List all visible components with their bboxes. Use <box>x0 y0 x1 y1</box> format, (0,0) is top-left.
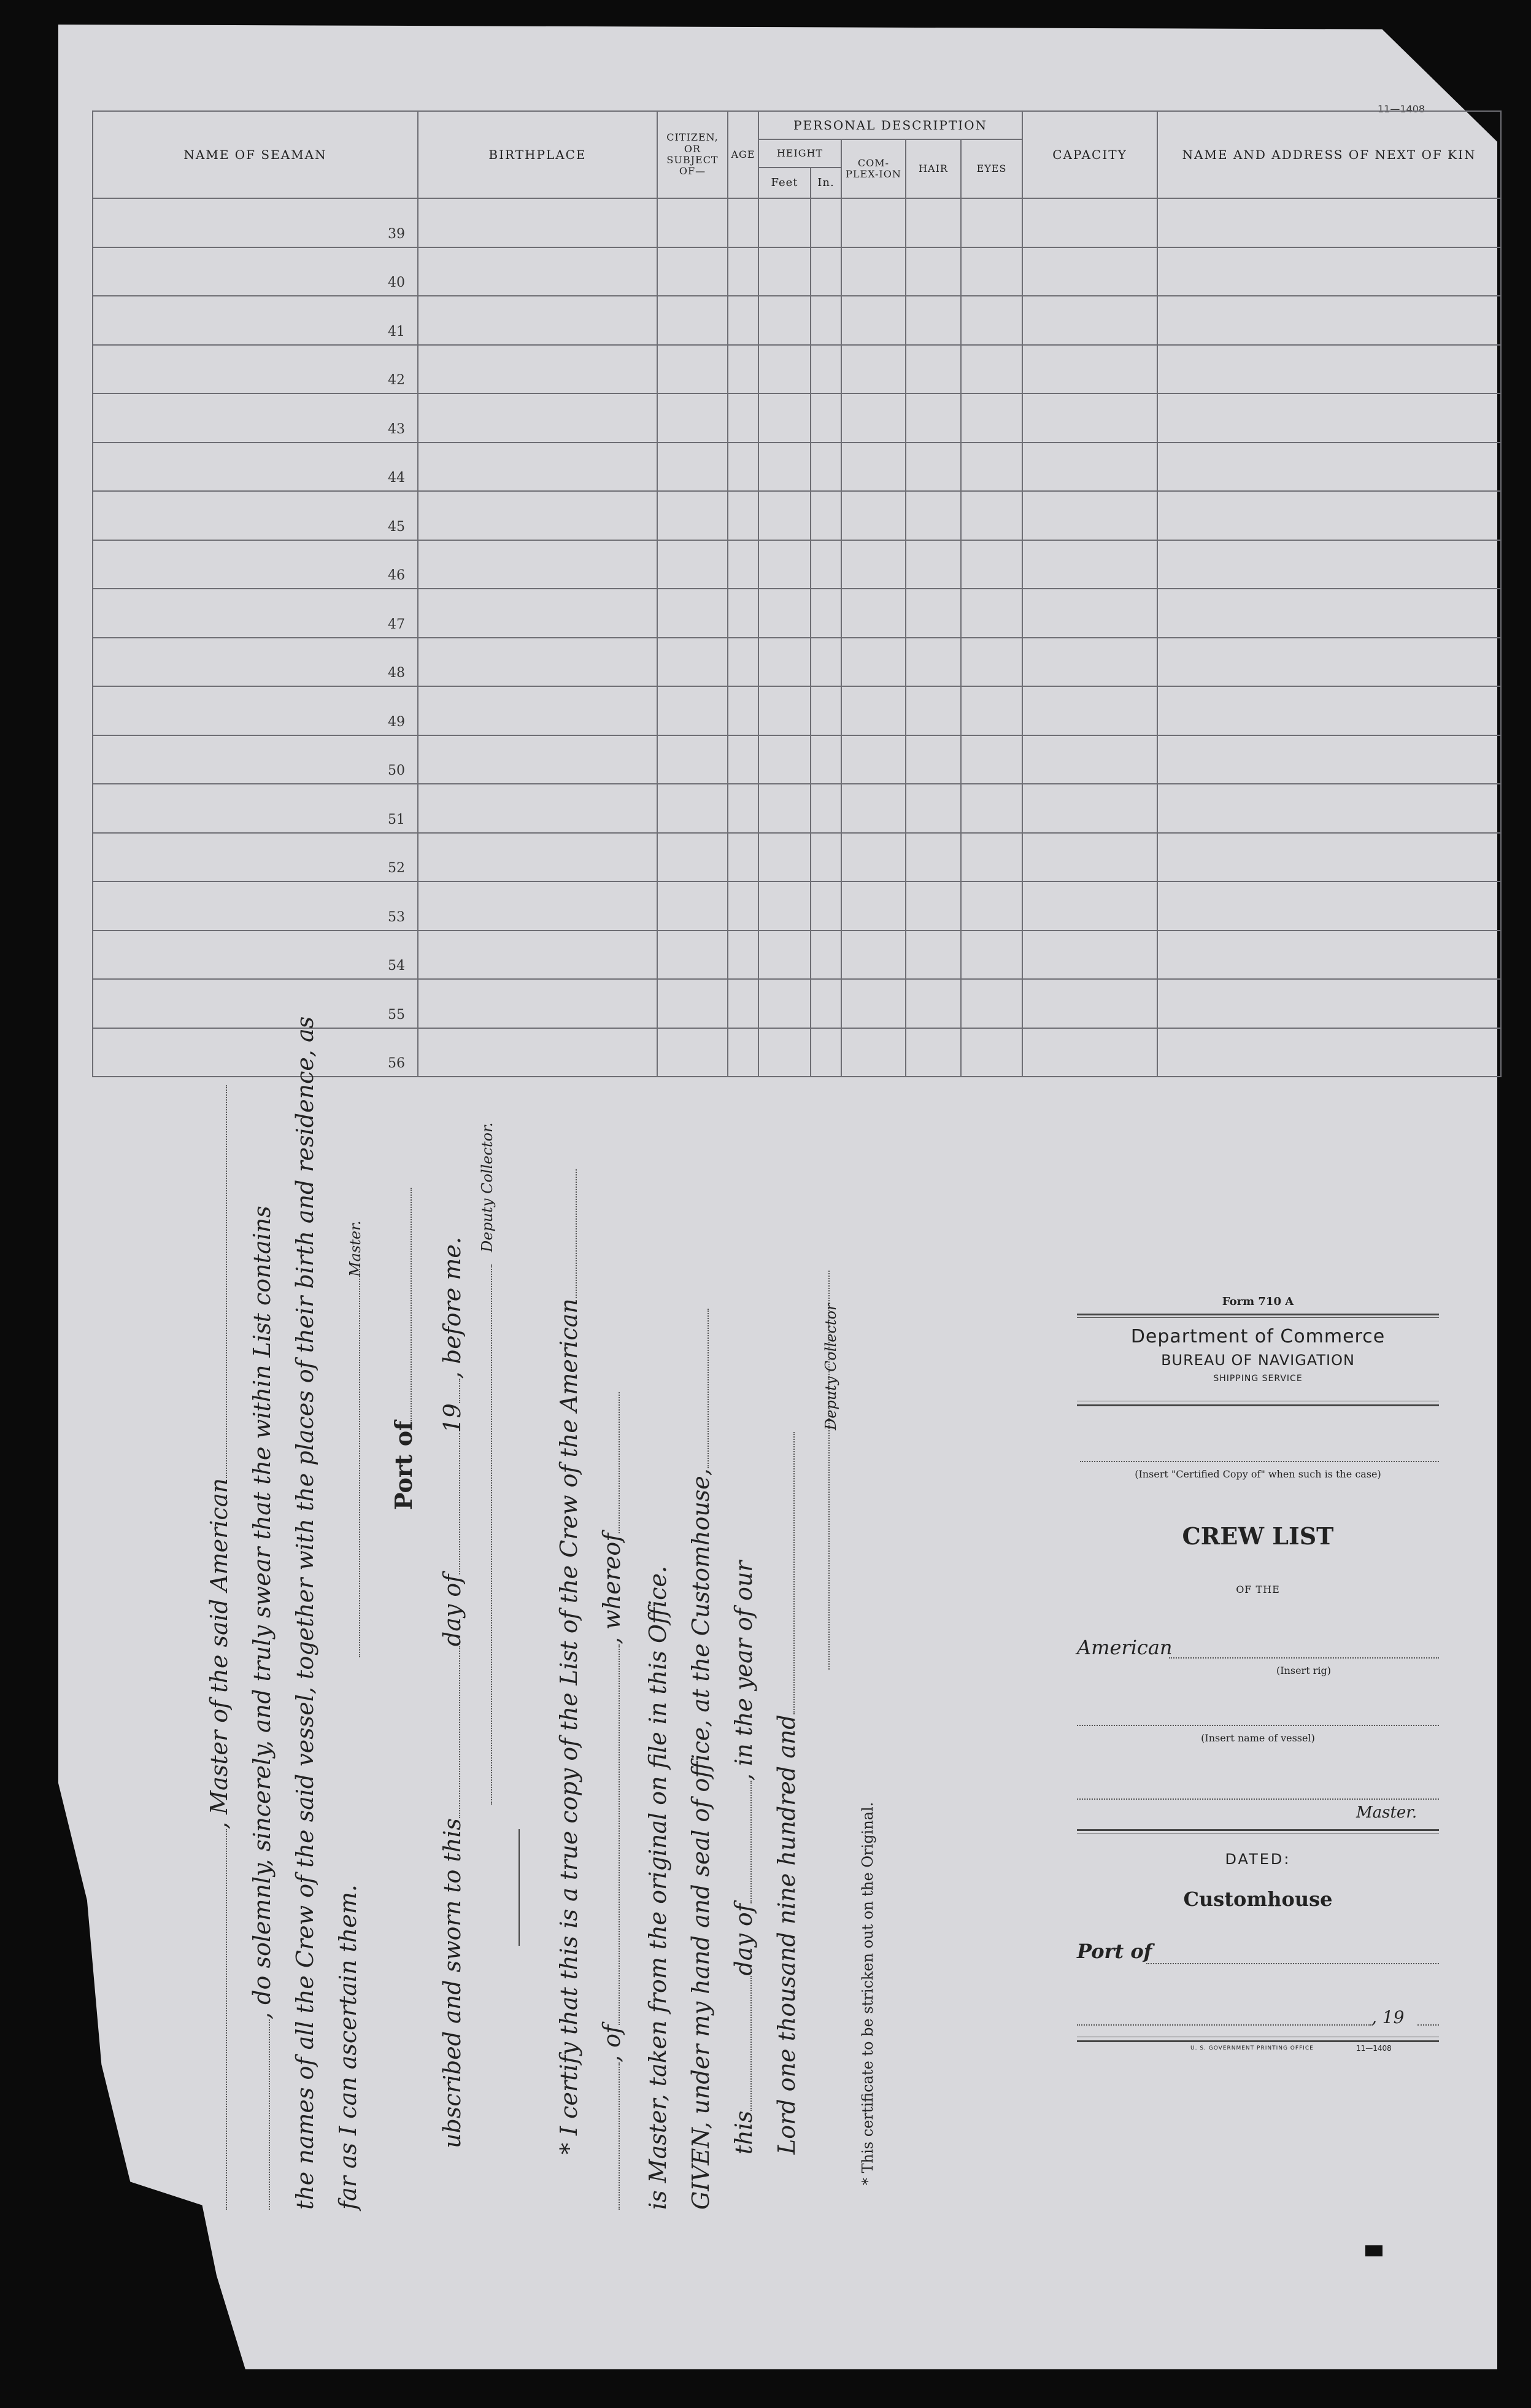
table-cell <box>728 540 758 589</box>
table-cell <box>906 638 961 687</box>
table-cell <box>1157 198 1501 247</box>
oath-solemnly-swear: , do solemnly, sincerely, and truly swear that the within List contains <box>249 1206 276 2019</box>
certified-copy-line <box>1080 1461 1439 1462</box>
table-cell <box>811 881 841 931</box>
certify-whereof: , whereof <box>598 1533 625 1644</box>
day-of-label: day of <box>730 1903 757 1976</box>
table-cell <box>1022 735 1157 784</box>
printer-imprint: U. S. GOVERNMENT PRINTING OFFICE <box>1190 2045 1314 2051</box>
oath-deputy-collector-1: Deputy Collector. <box>479 1122 496 1252</box>
table-cell <box>961 443 1022 492</box>
table-cell <box>961 686 1022 735</box>
table-cell <box>906 589 961 638</box>
table-cell <box>961 589 1022 638</box>
table-cell <box>418 686 657 735</box>
table-cell <box>841 784 906 833</box>
table-cell <box>728 1028 758 1077</box>
table-row <box>93 491 1501 540</box>
row-number: 41 <box>93 296 418 345</box>
table-cell <box>728 198 758 247</box>
table-cell <box>728 296 758 345</box>
table-cell <box>728 443 758 492</box>
col-capacity: CAPACITY <box>1022 111 1157 198</box>
table-row <box>93 589 1501 638</box>
row-number: 45 <box>93 491 418 540</box>
table-cell <box>657 491 728 540</box>
table-cell <box>418 881 657 931</box>
oath-port-of <box>390 1188 417 1510</box>
table-cell <box>418 735 657 784</box>
table-cell <box>906 1028 961 1077</box>
table-cell <box>841 443 906 492</box>
table-cell <box>961 540 1022 589</box>
this-label: this <box>730 2110 757 2154</box>
given-line <box>687 1309 714 2210</box>
table-cell <box>657 296 728 345</box>
col-next-of-kin: NAME AND ADDRESS OF NEXT OF KIN <box>1157 111 1501 198</box>
given-text: GIVEN, under my hand and seal of office, at the Customhouse, <box>687 1468 714 2210</box>
table-cell <box>906 686 961 735</box>
table-cell <box>657 735 728 784</box>
cover-nineteen: , 19 <box>1371 2007 1405 2027</box>
table-cell <box>906 198 961 247</box>
table-cell <box>657 393 728 443</box>
oath-master-label: Master. <box>347 1220 364 1277</box>
table-cell <box>961 735 1022 784</box>
table-cell <box>758 784 811 833</box>
table-cell <box>657 979 728 1028</box>
row-number: 51 <box>93 784 418 833</box>
table-cell <box>1022 296 1157 345</box>
table-cell <box>728 881 758 931</box>
oath-line-3 <box>291 1016 318 2210</box>
table-cell <box>758 345 811 394</box>
table-cell <box>728 247 758 296</box>
table-cell <box>758 443 811 492</box>
table-cell <box>1022 931 1157 980</box>
table-cell <box>758 638 811 687</box>
row-number: 48 <box>93 638 418 687</box>
cover-master-label: Master. <box>1356 1803 1417 1822</box>
table-cell <box>1022 881 1157 931</box>
table-cell <box>758 881 811 931</box>
insert-vessel-note: (Insert name of vessel) <box>1201 1732 1315 1744</box>
table-cell <box>758 247 811 296</box>
table-cell <box>728 784 758 833</box>
table-cell <box>758 1028 811 1077</box>
row-number: 46 <box>93 540 418 589</box>
table-cell <box>657 345 728 394</box>
col-inches: In. <box>811 168 841 198</box>
of-the-label: OF THE <box>1236 1584 1280 1595</box>
dated-label: DATED: <box>1225 1851 1291 1868</box>
table-cell <box>841 638 906 687</box>
table-cell <box>657 247 728 296</box>
row-number: 43 <box>93 393 418 443</box>
table-cell <box>758 393 811 443</box>
table-row <box>93 931 1501 980</box>
this-day-line <box>730 1561 757 2154</box>
col-personal-description: PERSONAL DESCRIPTION <box>758 111 1022 139</box>
table-cell <box>961 638 1022 687</box>
year-of-our: , in the year of our <box>730 1560 757 1781</box>
separator-line <box>519 1829 520 1946</box>
department-title: Department of Commerce <box>1130 1326 1386 1347</box>
table-cell <box>1022 345 1157 394</box>
table-cell <box>418 589 657 638</box>
cover-form-code: 11—1408 <box>1356 2044 1392 2053</box>
table-cell <box>657 443 728 492</box>
table-cell <box>811 735 841 784</box>
table-cell <box>811 638 841 687</box>
table-cell <box>657 589 728 638</box>
lord-text: Lord one thousand nine hundred and <box>773 1714 800 2154</box>
table-cell <box>1157 833 1501 882</box>
col-eyes: EYES <box>961 139 1022 198</box>
table-cell <box>811 198 841 247</box>
table-row <box>93 833 1501 882</box>
row-number: 44 <box>93 443 418 492</box>
table-row <box>93 198 1501 247</box>
table-cell <box>811 443 841 492</box>
table-cell <box>906 393 961 443</box>
table-cell <box>841 833 906 882</box>
table-cell <box>1022 491 1157 540</box>
oath-subscribed: ubscribed and sworn to this <box>439 1818 466 2148</box>
table-cell <box>811 686 841 735</box>
service-title: SHIPPING SERVICE <box>1213 1374 1303 1384</box>
table-cell <box>1157 686 1501 735</box>
table-cell <box>841 198 906 247</box>
port-line <box>1146 1963 1439 1964</box>
row-number: 42 <box>93 345 418 394</box>
table-row <box>93 393 1501 443</box>
table-cell <box>758 833 811 882</box>
row-number: 53 <box>93 881 418 931</box>
table-cell <box>841 491 906 540</box>
table-cell <box>811 491 841 540</box>
oath-day-of: day of <box>439 1574 466 1647</box>
table-cell <box>961 784 1022 833</box>
table-cell <box>961 247 1022 296</box>
form-code-top: 11—1408 <box>1378 103 1425 115</box>
table-cell <box>728 833 758 882</box>
table-row <box>93 784 1501 833</box>
vessel-name-line <box>1077 1725 1439 1726</box>
table-row <box>93 296 1501 345</box>
table-cell <box>906 296 961 345</box>
insert-certified-note: (Insert "Certified Copy of" when such is the case) <box>1135 1468 1381 1480</box>
table-cell <box>728 589 758 638</box>
table-cell <box>657 198 728 247</box>
crew-rows <box>93 198 1501 1077</box>
table-cell <box>961 393 1022 443</box>
oath-line-1 <box>206 1085 233 2210</box>
certify-line <box>555 1169 582 2154</box>
table-cell <box>1022 784 1157 833</box>
oath-ascertain: far as I can ascertain them. <box>334 1884 361 2210</box>
table-cell <box>841 881 906 931</box>
table-cell <box>728 345 758 394</box>
table-cell <box>418 247 657 296</box>
table-cell <box>1022 979 1157 1028</box>
cover-rule-2b <box>1077 1404 1439 1406</box>
table-row <box>93 247 1501 296</box>
table-cell <box>728 638 758 687</box>
table-cell <box>418 443 657 492</box>
col-hair: HAIR <box>906 139 961 198</box>
table-cell <box>418 638 657 687</box>
table-cell <box>657 686 728 735</box>
oath-subscribed-line <box>439 1237 466 2148</box>
cover-rule-1b <box>1077 1317 1439 1318</box>
crew-table <box>92 110 1502 1077</box>
table-cell <box>961 296 1022 345</box>
table-cell <box>811 979 841 1028</box>
table-cell <box>841 393 906 443</box>
table-cell <box>728 393 758 443</box>
table-cell <box>961 345 1022 394</box>
table-cell <box>1157 296 1501 345</box>
oath-deputy-collector-2: Deputy Collector <box>822 1303 839 1430</box>
year-line <box>1417 2024 1439 2026</box>
col-birthplace: BIRTHPLACE <box>418 111 657 198</box>
table-cell <box>841 931 906 980</box>
table-cell <box>841 735 906 784</box>
table-cell <box>1157 393 1501 443</box>
table-cell <box>418 931 657 980</box>
table-cell <box>906 735 961 784</box>
table-cell <box>961 833 1022 882</box>
date-line <box>1077 2024 1371 2026</box>
table-cell <box>811 589 841 638</box>
row-number: 56 <box>93 1028 418 1077</box>
table-cell <box>758 686 811 735</box>
rig-line <box>1169 1657 1439 1659</box>
table-cell <box>906 784 961 833</box>
col-feet: Feet <box>758 168 811 198</box>
table-cell <box>841 296 906 345</box>
ink-mark <box>1365 2245 1383 2256</box>
table-cell <box>418 296 657 345</box>
table-cell <box>418 198 657 247</box>
table-cell <box>811 784 841 833</box>
table-cell <box>1157 931 1501 980</box>
table-row <box>93 540 1501 589</box>
table-cell <box>1157 1028 1501 1077</box>
table-cell <box>1022 540 1157 589</box>
table-cell <box>906 247 961 296</box>
is-master-line: is Master, taken from the original on file in this Office. <box>644 1565 671 2210</box>
table-cell <box>906 881 961 931</box>
table-cell <box>841 345 906 394</box>
table-cell <box>418 345 657 394</box>
table-row <box>93 638 1501 687</box>
form-number: Form 710 A <box>1222 1295 1294 1308</box>
col-complexion: COM-PLEX-ION <box>841 139 906 198</box>
oath-line-4 <box>334 1884 361 2210</box>
row-number: 55 <box>93 979 418 1028</box>
table-cell <box>841 1028 906 1077</box>
master-signature-line <box>359 1264 360 1657</box>
table-cell <box>811 540 841 589</box>
table-cell <box>1022 443 1157 492</box>
table-cell <box>1022 833 1157 882</box>
table-cell <box>961 491 1022 540</box>
table-cell <box>1157 589 1501 638</box>
table-cell <box>728 686 758 735</box>
table-cell <box>906 833 961 882</box>
certify-of-line <box>598 1392 625 2210</box>
table-cell <box>906 540 961 589</box>
cover-rule-4b <box>1077 2040 1439 2042</box>
cover-port-of: Port of <box>1077 1940 1152 1963</box>
table-cell <box>418 784 657 833</box>
table-cell <box>1022 638 1157 687</box>
table-cell <box>1157 735 1501 784</box>
table-cell <box>1157 979 1501 1028</box>
table-cell <box>811 1028 841 1077</box>
table-cell <box>418 979 657 1028</box>
table-row <box>93 345 1501 394</box>
oath-names-of-crew: the names of all the Crew of the said vessel, together with the places of their birth and residence, as <box>291 1016 318 2210</box>
table-cell <box>1157 540 1501 589</box>
table-cell <box>811 247 841 296</box>
table-cell <box>1157 881 1501 931</box>
master-line <box>1077 1798 1439 1800</box>
table-row <box>93 881 1501 931</box>
table-cell <box>841 247 906 296</box>
oath-master-of-american: , Master of the said American <box>206 1478 233 1829</box>
table-cell <box>1022 247 1157 296</box>
row-number: 49 <box>93 686 418 735</box>
table-cell <box>1157 491 1501 540</box>
table-cell <box>841 589 906 638</box>
table-cell <box>1022 393 1157 443</box>
cover-rule-1 <box>1077 1314 1439 1315</box>
table-cell <box>961 1028 1022 1077</box>
customhouse-label: Customhouse <box>1183 1887 1333 1911</box>
table-cell <box>657 784 728 833</box>
table-cell <box>841 979 906 1028</box>
table-cell <box>961 198 1022 247</box>
table-row <box>93 686 1501 735</box>
table-cell <box>1022 686 1157 735</box>
deputy-signature-line-1 <box>491 1264 492 1805</box>
col-age: AGE <box>728 111 758 198</box>
certificate-footnote: * This certificate to be stricken out on the Original. <box>859 1802 876 2185</box>
table-cell <box>1157 638 1501 687</box>
table-cell <box>657 931 728 980</box>
certify-text: * I certify that this is a true copy of the List of the Crew of the American <box>555 1298 582 2154</box>
bureau-title: BUREAU OF NAVIGATION <box>1161 1352 1355 1369</box>
table-cell <box>758 540 811 589</box>
table-cell <box>811 296 841 345</box>
table-cell <box>906 345 961 394</box>
table-cell <box>811 931 841 980</box>
table-cell <box>961 881 1022 931</box>
table-cell <box>418 1028 657 1077</box>
oath-line-2 <box>249 1206 276 2210</box>
table-cell <box>657 1028 728 1077</box>
insert-rig-note: (Insert rig) <box>1276 1665 1331 1676</box>
table-cell <box>728 979 758 1028</box>
table-cell <box>811 393 841 443</box>
row-number: 39 <box>93 198 418 247</box>
table-cell <box>728 931 758 980</box>
row-number: 52 <box>93 833 418 882</box>
table-cell <box>657 833 728 882</box>
oath-before-me: , before me. <box>439 1237 466 1379</box>
cover-rule-3 <box>1077 1829 1439 1831</box>
table-row <box>93 443 1501 492</box>
table-cell <box>758 589 811 638</box>
table-cell <box>418 393 657 443</box>
table-cell <box>758 931 811 980</box>
col-height: HEIGHT <box>758 139 841 168</box>
table-row <box>93 735 1501 784</box>
table-cell <box>906 491 961 540</box>
table-cell <box>1157 784 1501 833</box>
lord-line <box>773 1432 800 2154</box>
table-cell <box>418 833 657 882</box>
table-cell <box>841 540 906 589</box>
table-cell <box>811 345 841 394</box>
table-cell <box>1157 345 1501 394</box>
oath-port-of-label: Port of <box>390 1420 417 1510</box>
table-cell <box>1022 198 1157 247</box>
table-cell <box>1022 1028 1157 1077</box>
row-number: 50 <box>93 735 418 784</box>
table-cell <box>1022 589 1157 638</box>
table-cell <box>841 686 906 735</box>
table-cell <box>961 931 1022 980</box>
table-cell <box>758 735 811 784</box>
table-cell <box>657 638 728 687</box>
table-cell <box>758 491 811 540</box>
row-number: 54 <box>93 931 418 980</box>
table-cell <box>906 931 961 980</box>
crew-list-title: CREW LIST <box>1182 1522 1334 1550</box>
table-cell <box>1157 247 1501 296</box>
table-cell <box>418 540 657 589</box>
table-cell <box>758 979 811 1028</box>
oath-nineteen: 19 <box>439 1403 466 1433</box>
table-cell <box>418 491 657 540</box>
table-cell <box>1157 443 1501 492</box>
table-cell <box>728 491 758 540</box>
table-cell <box>657 540 728 589</box>
table-cell <box>657 881 728 931</box>
table-cell <box>961 979 1022 1028</box>
col-name-of-seaman: NAME OF SEAMAN <box>93 111 418 198</box>
american-label: American <box>1077 1636 1173 1659</box>
cover-panel <box>1074 1295 1442 2081</box>
row-number: 47 <box>93 589 418 638</box>
col-citizen: CITIZEN, OR SUBJECT OF— <box>657 111 728 198</box>
table-cell <box>811 833 841 882</box>
table-cell <box>906 443 961 492</box>
certify-of: , of <box>598 2024 625 2062</box>
row-number: 40 <box>93 247 418 296</box>
table-cell <box>906 979 961 1028</box>
table-cell <box>758 198 811 247</box>
table-cell <box>728 735 758 784</box>
table-cell <box>758 296 811 345</box>
